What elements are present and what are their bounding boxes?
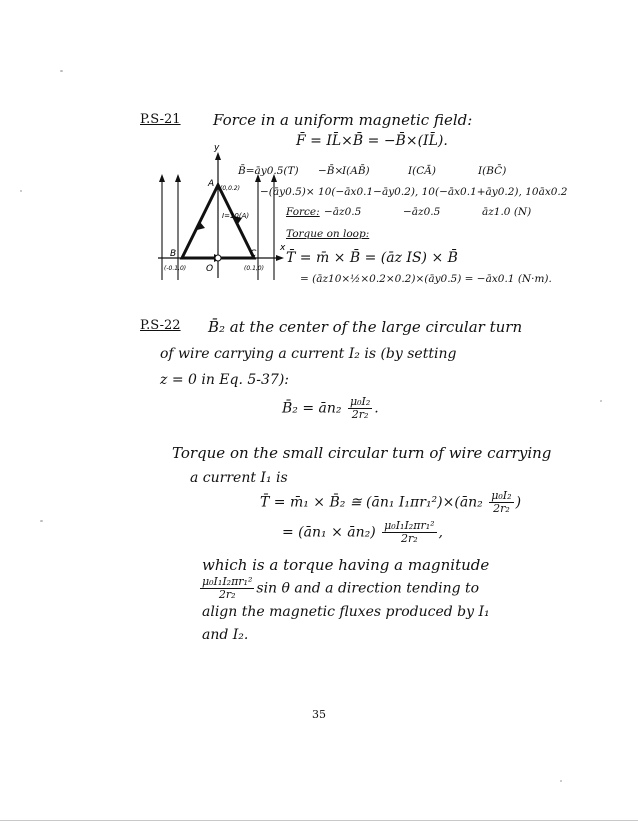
torque-equation-b bbox=[282, 520, 443, 545]
torque-eq-a-numerator: μ₀I₂ bbox=[491, 489, 512, 502]
problem-label-ps22: P.S-22 bbox=[140, 318, 181, 333]
scan-speck bbox=[20, 190, 22, 192]
origin-point bbox=[215, 255, 221, 261]
magnitude-numerator: μ₀I₁I₂πr₁² bbox=[202, 575, 253, 588]
triangle-loop-diagram bbox=[150, 140, 290, 285]
minus-b-cross: −B̄× bbox=[318, 165, 344, 177]
scan-speck bbox=[40, 520, 43, 522]
ps22-line-2: of wire carrying a current I₂ is (by setting bbox=[160, 346, 457, 362]
vertex-a-label: A bbox=[208, 179, 215, 189]
cross-product-line: −(āy0.5)× 10(−āx0.1−āy0.2), 10(−āx0.1+āy0.2), 10āx0.2 bbox=[260, 186, 568, 198]
torque-label: Torque on loop: bbox=[286, 228, 370, 240]
which-line-3: align the magnetic fluxes produced by I₁ bbox=[202, 604, 490, 620]
which-line-2 bbox=[198, 576, 479, 601]
torque-eq-a-denominator: 2r₂ bbox=[493, 502, 510, 515]
magnitude-fraction bbox=[200, 576, 254, 601]
ps21-force-formula: F̄ = IL̄×B̄ = −B̄×(IL̄). bbox=[296, 133, 448, 149]
problem-label-ps21: P.S-21 bbox=[140, 112, 181, 127]
torque-eq-b-denominator: 2r₂ bbox=[401, 532, 418, 545]
scan-speck bbox=[560, 780, 562, 782]
b2-equation: B̄₂ = ān₂ $\frac{\text{μ₀I₂}}{\text{2r₂}}$ . bbox=[282, 395, 379, 421]
ps22-line-1: B̄₂ at the center of the large circular turn bbox=[208, 318, 523, 336]
torque-eq-a-lhs: T̄ = m̄₁ × B̄₂ ≅ (ān₁ I₁πr₁²)×(ān₂ bbox=[260, 494, 483, 511]
which-line-4: and I₂. bbox=[202, 627, 249, 643]
torque-equation-1: T̄ = m̄ × B̄ = (āz IS) × B̄ bbox=[286, 250, 458, 266]
torque-eq-b-numerator: μ₀I₁I₂πr₁² bbox=[384, 519, 435, 532]
torque-eq-b-fraction bbox=[382, 520, 436, 545]
origin-label: O bbox=[206, 264, 214, 274]
scan-speck bbox=[600, 400, 602, 402]
force-bc-value: āz1.0 (N) bbox=[482, 206, 532, 218]
segment-bc-label: I(BC̄) bbox=[478, 165, 507, 177]
ps22-line-3: z = 0 in Eq. 5-37): bbox=[160, 372, 290, 388]
vertex-c-coord: (0.1,0) bbox=[244, 265, 264, 272]
ps21-title: Force in a uniform magnetic field: bbox=[213, 111, 473, 129]
y-axis-label: y bbox=[214, 143, 220, 153]
torque-eq-a-close: ) bbox=[515, 494, 522, 511]
current-label: I=10(A) bbox=[222, 212, 250, 220]
force-ca-value: −āz0.5 bbox=[403, 206, 441, 218]
x-axis-arrow-icon bbox=[276, 255, 284, 261]
segment-ca-label: I(CĀ) bbox=[408, 165, 436, 177]
b2-fraction bbox=[348, 396, 372, 421]
b2-numerator: μ₀I₂ bbox=[349, 395, 371, 408]
which-line-2-tail: sin θ and a direction tending to bbox=[256, 580, 480, 597]
torque-equation-2: = (āz10×½×0.2×0.2)×(āy0.5) = −āx0.1 (N·m). bbox=[300, 273, 552, 285]
torque-eq-b-tail: , bbox=[438, 524, 443, 541]
force-ab-value: −āz0.5 bbox=[324, 206, 362, 218]
b2-denominator: 2r₂ bbox=[351, 408, 369, 421]
vertex-a-coord: (0,0.2) bbox=[220, 185, 240, 192]
vertex-b-coord: (-0.1,0) bbox=[164, 265, 187, 272]
force-label: Force: bbox=[286, 206, 320, 218]
vertex-c-label: C bbox=[250, 249, 257, 259]
page-number: 35 bbox=[312, 708, 326, 721]
scan-speck bbox=[60, 70, 63, 72]
vertex-b-label: B bbox=[170, 249, 177, 259]
magnitude-denominator: 2r₂ bbox=[218, 588, 236, 601]
which-line-1: which is a torque having a magnitude bbox=[202, 556, 490, 574]
y-axis-arrow-icon bbox=[215, 152, 221, 160]
torque-eq-b-lhs: = (ān₁ × ān₂) bbox=[282, 524, 376, 541]
torque-equation-a bbox=[260, 490, 521, 515]
torque-eq-a-fraction bbox=[489, 490, 513, 515]
segment-ab-label: I(AB̄) bbox=[342, 165, 370, 177]
b2-lhs: B̄₂ = ān₂ bbox=[282, 400, 342, 417]
torque-intro-line-2: a current I₁ is bbox=[190, 470, 288, 486]
b-field-value: B̄=āy0.5(T) bbox=[238, 165, 299, 177]
torque-intro-line-1: Torque on the small circular turn of wire carrying bbox=[172, 444, 552, 462]
bottom-edge-line bbox=[0, 820, 638, 821]
x-axis-label: x bbox=[280, 243, 286, 253]
